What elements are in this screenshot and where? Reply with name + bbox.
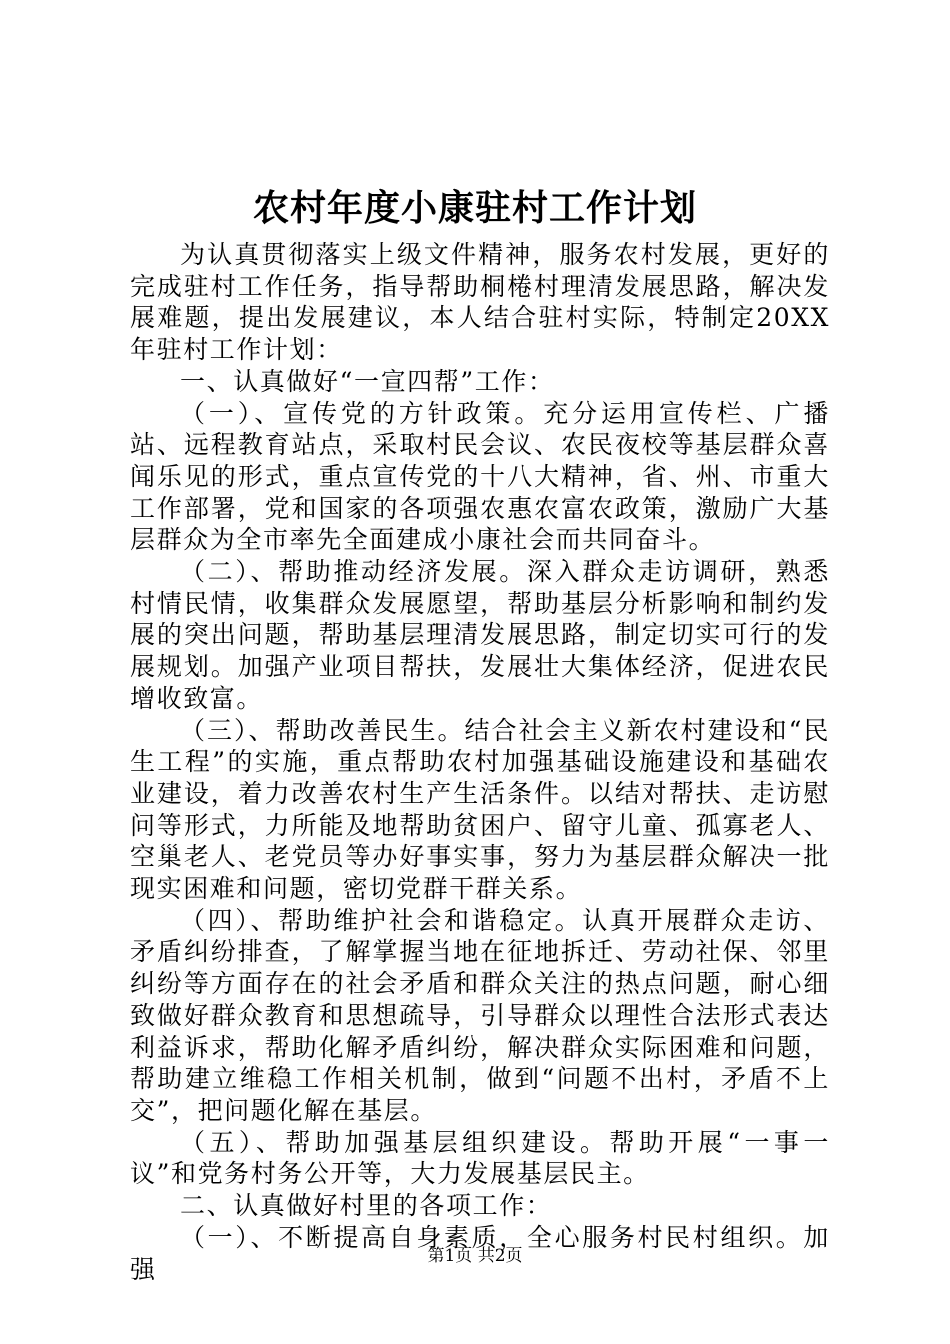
document-title: 农村年度小康驻村工作计划 [252, 187, 697, 229]
paragraph-2-1: （一）、不断提高自身素质，全心服务村民村组织。加强 [130, 1222, 830, 1284]
paragraph-1-2: （二）、帮助推动经济发展。深入群众走访调研，熟悉村情民情，收集群众发展愿望，帮助基层分析影响和制约发展的突出问题，帮助基层理清发展思路，制定切实可行的发展规划。加强产业项目帮扶，发展壮大集体经济，促进农民增收致富。 [130, 557, 830, 713]
page-footer: 第1页 共2页 [427, 1246, 523, 1266]
section-heading-2: 二、认真做好村里的各项工作： [180, 1191, 553, 1221]
paragraph-intro: 为认真贯彻落实上级文件精神，服务农村发展，更好的完成驻村工作任务，指导帮助桐棬村理清发展思路，解决发展难题，提出发展建议，本人结合驻村实际，特制定20XX年驻村工作计划： [130, 240, 830, 365]
paragraph-1-1: （一）、宣传党的方针政策。充分运用宣传栏、广播站、远程教育站点，采取村民会议、农民夜校等基层群众喜闻乐见的形式，重点宣传党的十八大精神，省、州、市重大工作部署，党和国家的各项强农惠农富农政策，激励广大基层群众为全市率先全面建成小康社会而共同奋斗。 [130, 398, 830, 555]
paragraph-1-4: （四）、帮助维护社会和谐稳定。认真开展群众走访、矛盾纠纷排查，了解掌握当地在征地拆迁、劳动社保、邻里纠纷等方面存在的社会矛盾和群众关注的热点问题，耐心细致做好群众教育和思想疏导，引导群众以理性合法形式表达利益诉求，帮助化解矛盾纠纷，解决群众实际困难和问题，帮助建立维稳工作相关机制，做到“问题不出村，矛盾不上交”，把问题化解在基层。 [130, 905, 830, 1125]
paragraph-1-3: （三）、帮助改善民生。结合社会主义新农村建设和“民生工程”的实施，重点帮助农村加强基础设施建设和基础农业建设，着力改善农村生产生活条件。以结对帮扶、走访慰问等形式，力所能及地帮助贫困户、留守儿童、孤寡老人、空巢老人、老党员等办好事实事，努力为基层群众解决一批现实困难和问题，密切党群干群关系。 [130, 715, 830, 904]
paragraph-1-5: （五）、帮助加强基层组织建设。帮助开展“一事一议”和党务村务公开等，大力发展基层民主。 [130, 1127, 830, 1189]
document-body [130, 239, 830, 1285]
section-heading-1: 一、认真做好“一宣四帮”工作： [180, 366, 555, 396]
